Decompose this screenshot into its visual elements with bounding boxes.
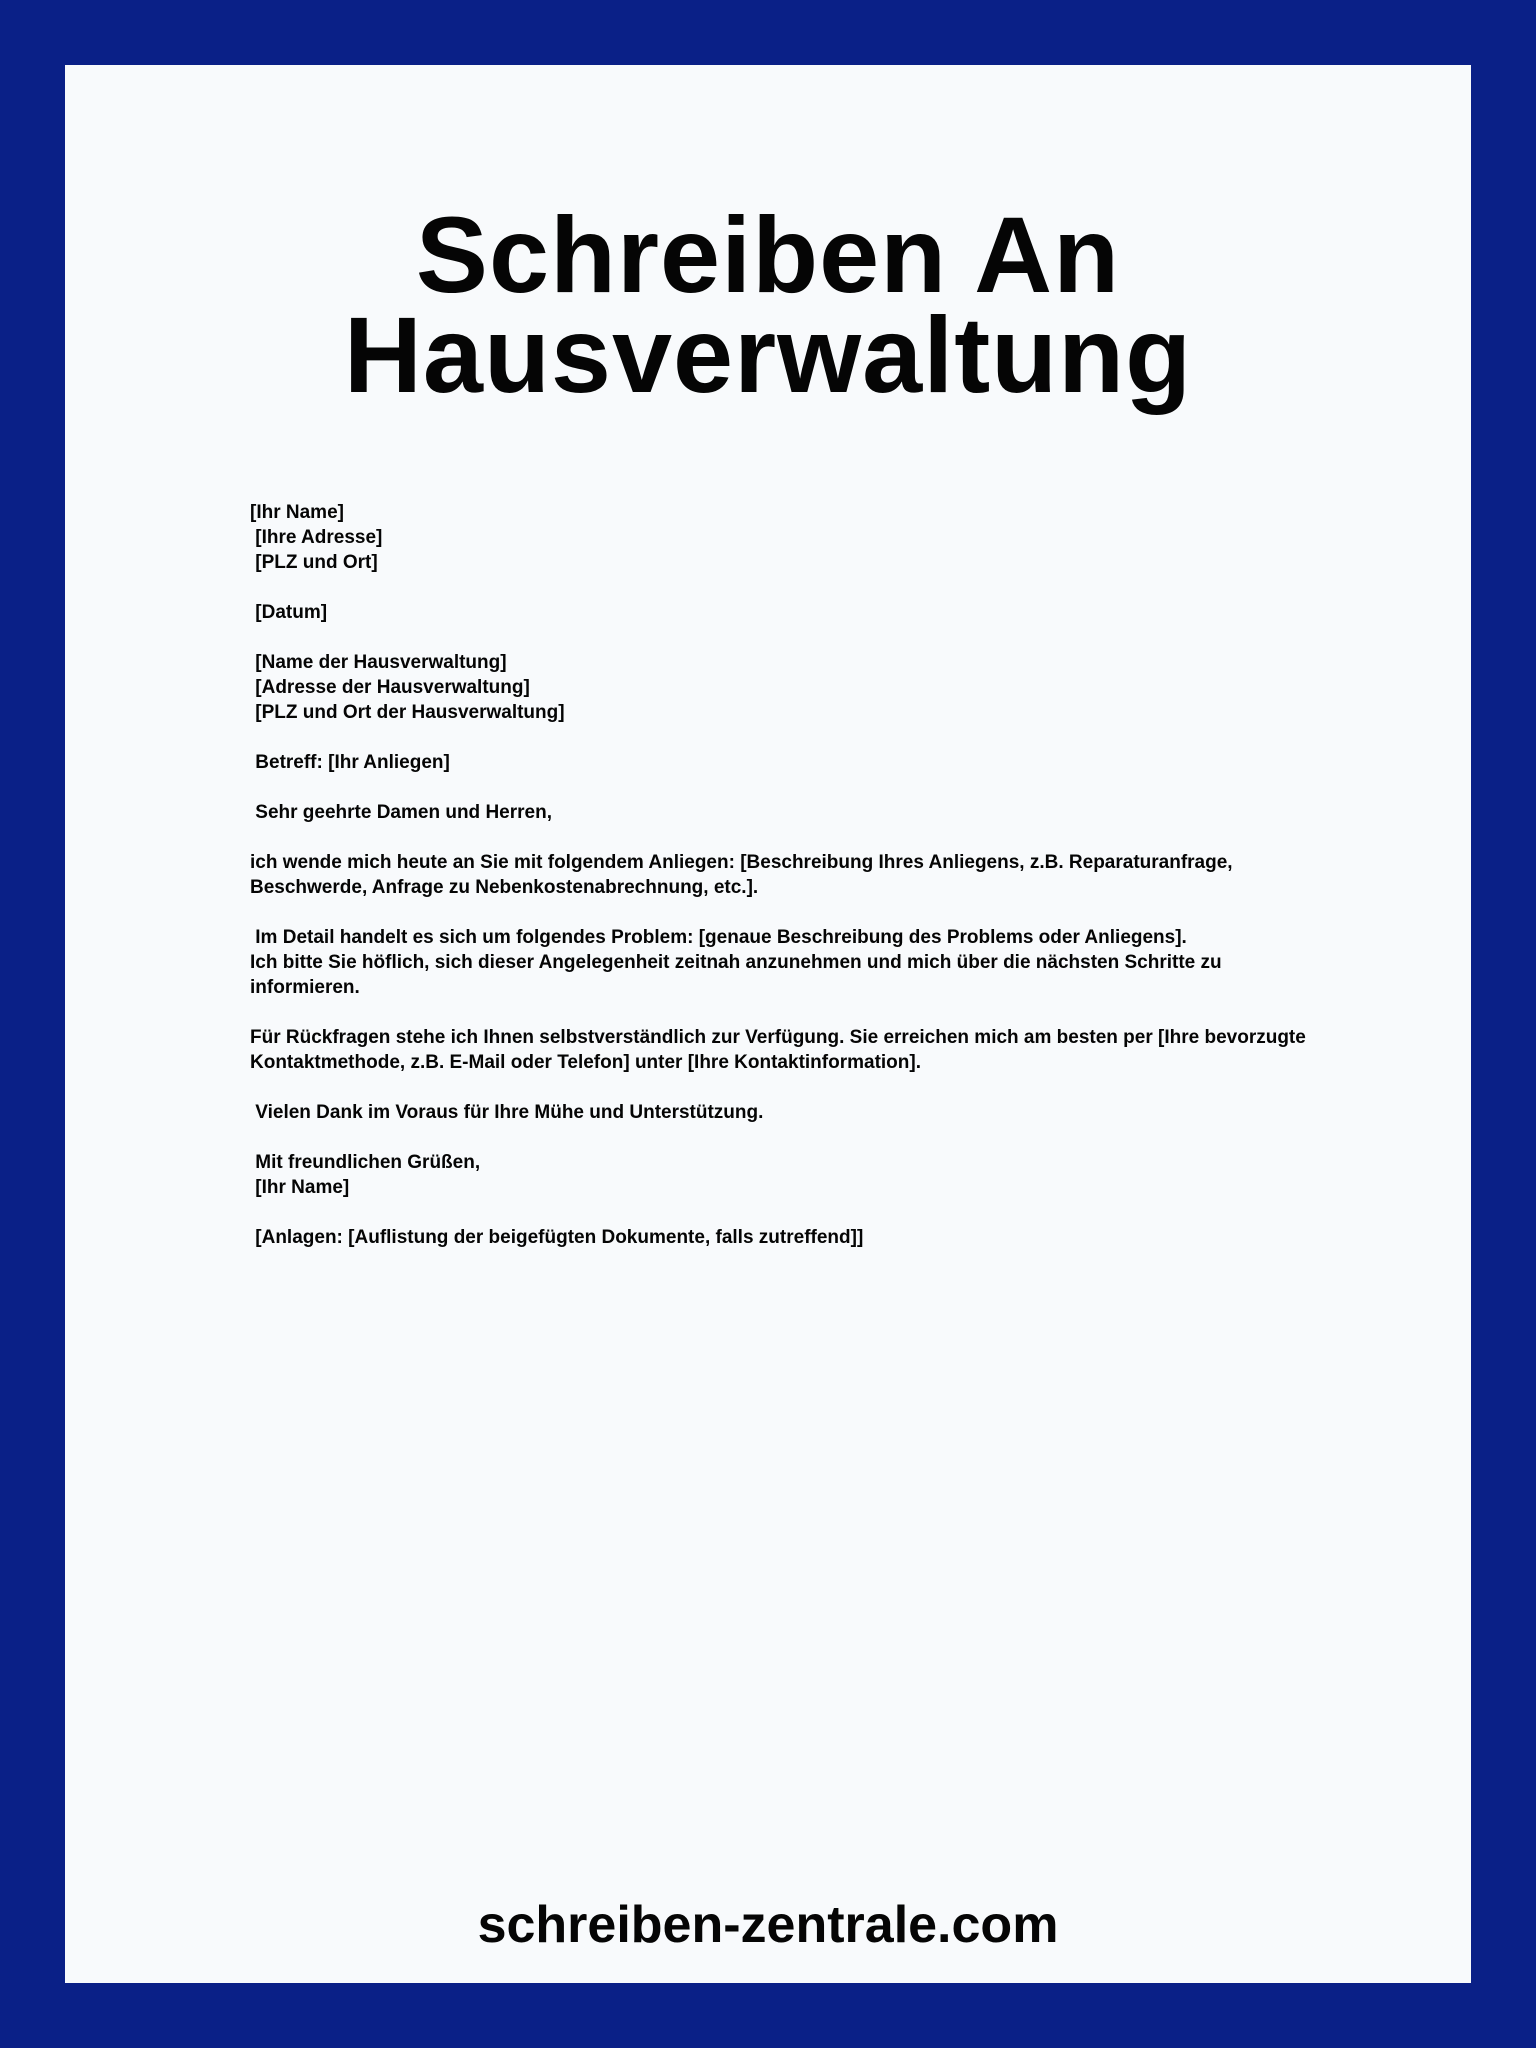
letter-date: [Datum] bbox=[250, 602, 328, 623]
paragraph-please: Ich bitte Sie höflich, sich dieser Angelegenheit zeitnah anzunehmen und mich über die nächsten Schritte zu informieren. bbox=[250, 952, 1222, 998]
site-footer: schreiben-zentrale.com bbox=[477, 1896, 1059, 1954]
recipient-name: [Name der Hausverwaltung] bbox=[250, 652, 507, 673]
page-title bbox=[65, 194, 1471, 415]
spacer bbox=[250, 775, 1310, 800]
attachments-line: [Anlagen: [Auflistung der beigefügten Dokumente, falls zutreffend]] bbox=[250, 1227, 864, 1248]
subject-line: Betreff: [Ihr Anliegen] bbox=[250, 752, 450, 773]
sender-address: [Ihre Adresse] bbox=[250, 527, 383, 548]
letter-body bbox=[250, 500, 1310, 1250]
spacer bbox=[250, 1125, 1310, 1150]
recipient-address: [Adresse der Hausverwaltung] bbox=[250, 677, 530, 698]
sender-city: [PLZ und Ort] bbox=[250, 552, 378, 573]
paragraph-detail: Im Detail handelt es sich um folgendes Problem: [genaue Beschreibung des Problems oder Anliegens]. bbox=[250, 927, 1187, 948]
paragraph-request: ich wende mich heute an Sie mit folgendem Anliegen: [Beschreibung Ihres Anliegens, z.B. Reparaturanfrage, Beschwerde, Anfrage zu Nebenkostenabrechnung, etc.]. bbox=[250, 852, 1233, 898]
spacer bbox=[250, 1075, 1310, 1100]
title-line-2: Hausverwaltung bbox=[343, 294, 1193, 415]
spacer bbox=[250, 725, 1310, 750]
paragraph-contact: Für Rückfragen stehe ich Ihnen selbstverständlich zur Verfügung. Sie erreichen mich am besten per [Ihre bevorzugte Kontaktmethode, z.B. E-Mail oder Telefon] unter [Ihre Kontaktinformation]. bbox=[250, 1027, 1306, 1073]
spacer bbox=[250, 575, 1310, 600]
sender-name: [Ihr Name] bbox=[250, 502, 344, 523]
spacer bbox=[250, 1000, 1310, 1025]
title-line-1: Schreiben An bbox=[415, 194, 1121, 315]
spacer bbox=[250, 825, 1310, 850]
recipient-city: [PLZ und Ort der Hausverwaltung] bbox=[250, 702, 565, 723]
thanks-line: Vielen Dank im Voraus für Ihre Mühe und Unterstützung. bbox=[250, 1102, 764, 1123]
salutation: Sehr geehrte Damen und Herren, bbox=[250, 802, 552, 823]
letter-page bbox=[65, 65, 1471, 1983]
spacer bbox=[250, 900, 1310, 925]
signature-name: [Ihr Name] bbox=[250, 1177, 350, 1198]
spacer bbox=[250, 625, 1310, 650]
closing-line: Mit freundlichen Grüßen, bbox=[250, 1152, 481, 1173]
spacer bbox=[250, 1200, 1310, 1225]
